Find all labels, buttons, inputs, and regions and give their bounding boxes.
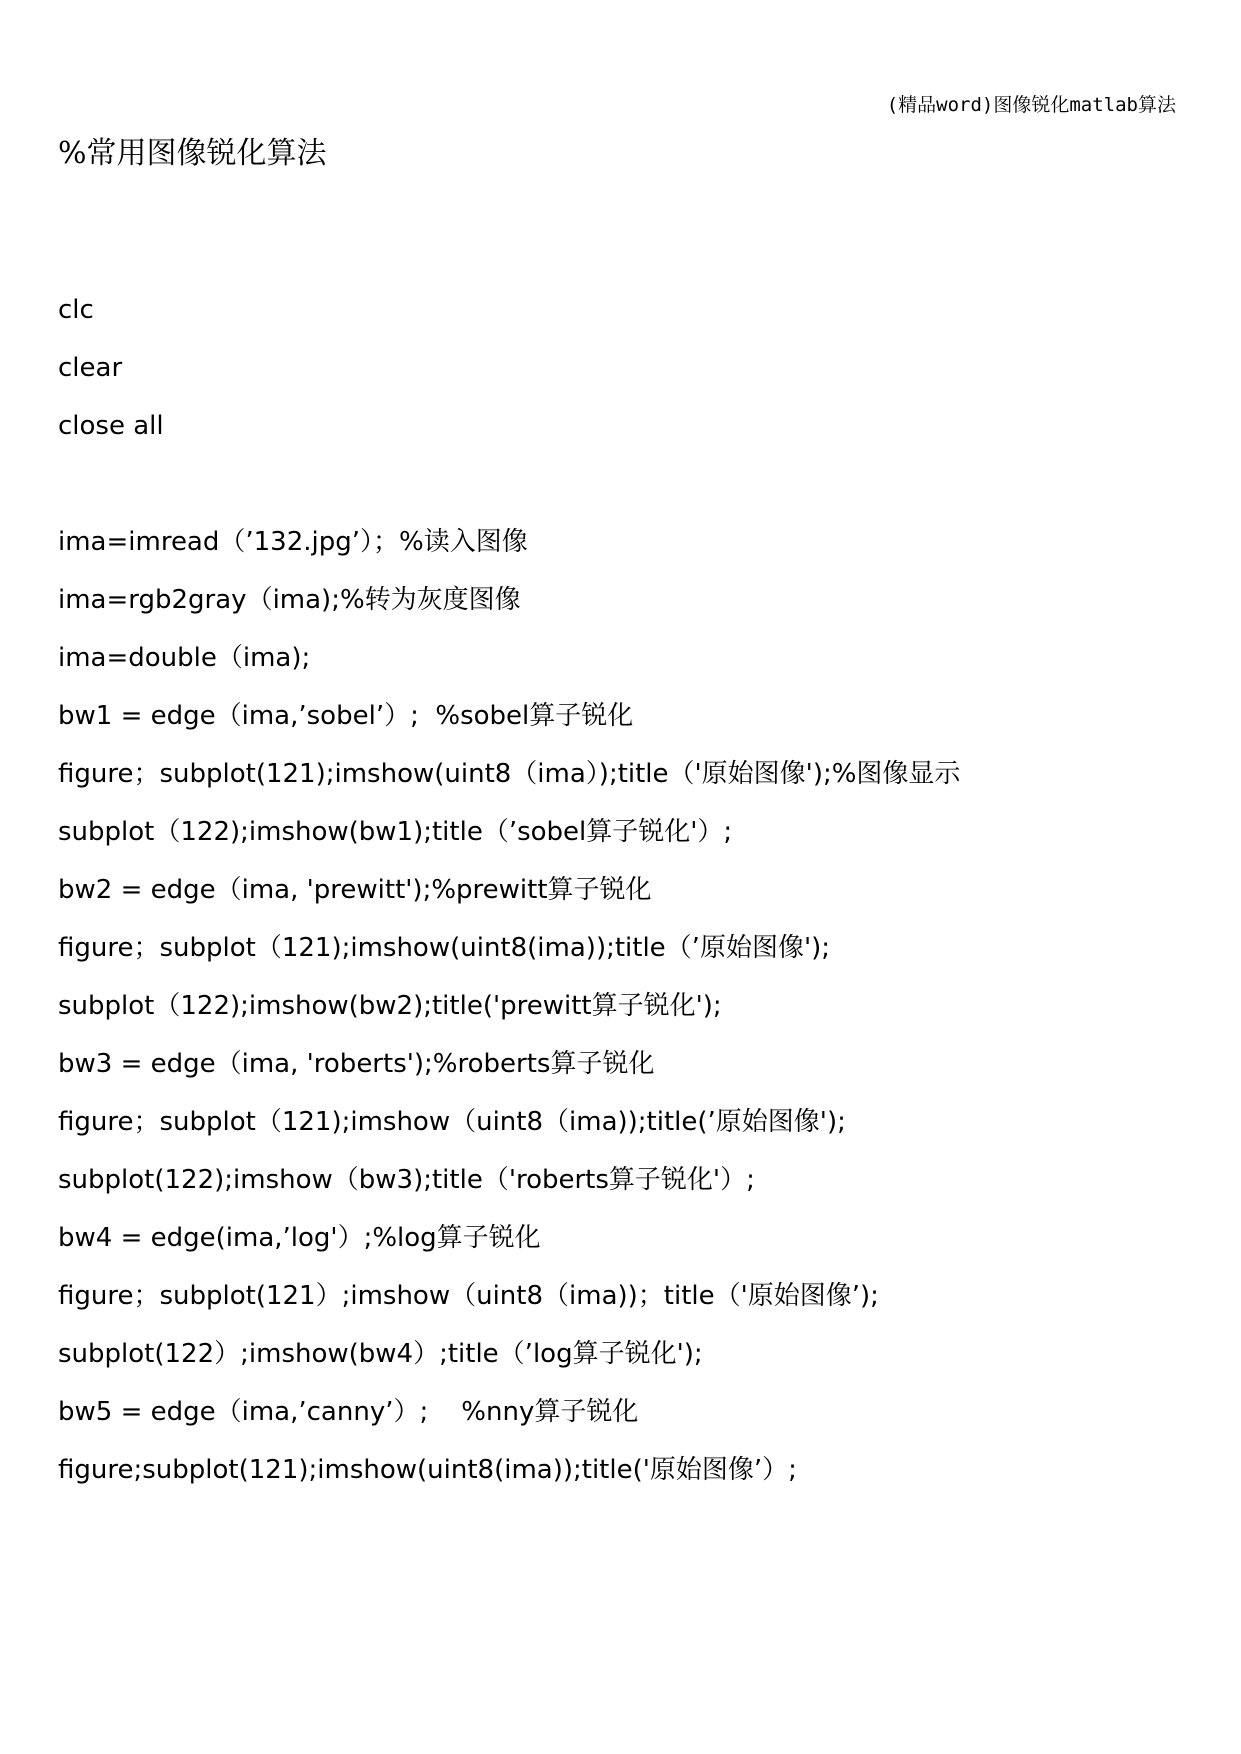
code-line: subplot(122）;imshow(bw4）;title（’log算子锐化'); <box>58 1339 703 1369</box>
code-line: subplot(122);imshow（bw3);title（'roberts算子锐化'）; <box>58 1165 755 1195</box>
code-line: figure；subplot(121);imshow(uint8（ima）);title（'原始图像');%图像显示 <box>58 759 961 789</box>
code-line: figure；subplot（121);imshow(uint8(ima));title（’原始图像'); <box>58 933 830 963</box>
code-line: bw1 = edge（ima,’sobel’）; %sobel算子锐化 <box>58 701 634 731</box>
code-line-close-all: close all <box>58 411 164 441</box>
document-title: %常用图像锐化算法 <box>58 136 327 171</box>
code-line: bw3 = edge（ima, 'roberts');%roberts算子锐化 <box>58 1049 655 1079</box>
code-line: subplot（122);imshow(bw2);title('prewitt算子锐化'); <box>58 991 722 1021</box>
code-line: figure；subplot(121）;imshow（uint8（ima))；title（'原始图像’); <box>58 1281 879 1311</box>
code-line: bw5 = edge（ima,’canny’）; %nny算子锐化 <box>58 1397 639 1427</box>
code-line: subplot（122);imshow(bw1);title（’sobel算子锐化'）; <box>58 817 733 847</box>
code-line: figure;subplot(121);imshow(uint8(ima));title('原始图像’）; <box>58 1455 797 1485</box>
code-line: ima=double（ima); <box>58 643 311 673</box>
code-line: bw2 = edge（ima, 'prewitt');%prewitt算子锐化 <box>58 875 652 905</box>
code-line: ima=rgb2gray（ima);%转为灰度图像 <box>58 585 521 615</box>
code-line-clc: clc <box>58 295 94 325</box>
code-line: ima=imread（’132.jpg’）；%读入图像 <box>58 527 528 557</box>
code-line: bw4 = edge(ima,’log'）;%log算子锐化 <box>58 1223 541 1253</box>
code-line-clear: clear <box>58 353 123 383</box>
document-header: (精品word)图像锐化matlab算法 <box>886 94 1176 116</box>
code-line: figure；subplot（121);imshow（uint8（ima));title(’原始图像'); <box>58 1107 846 1137</box>
